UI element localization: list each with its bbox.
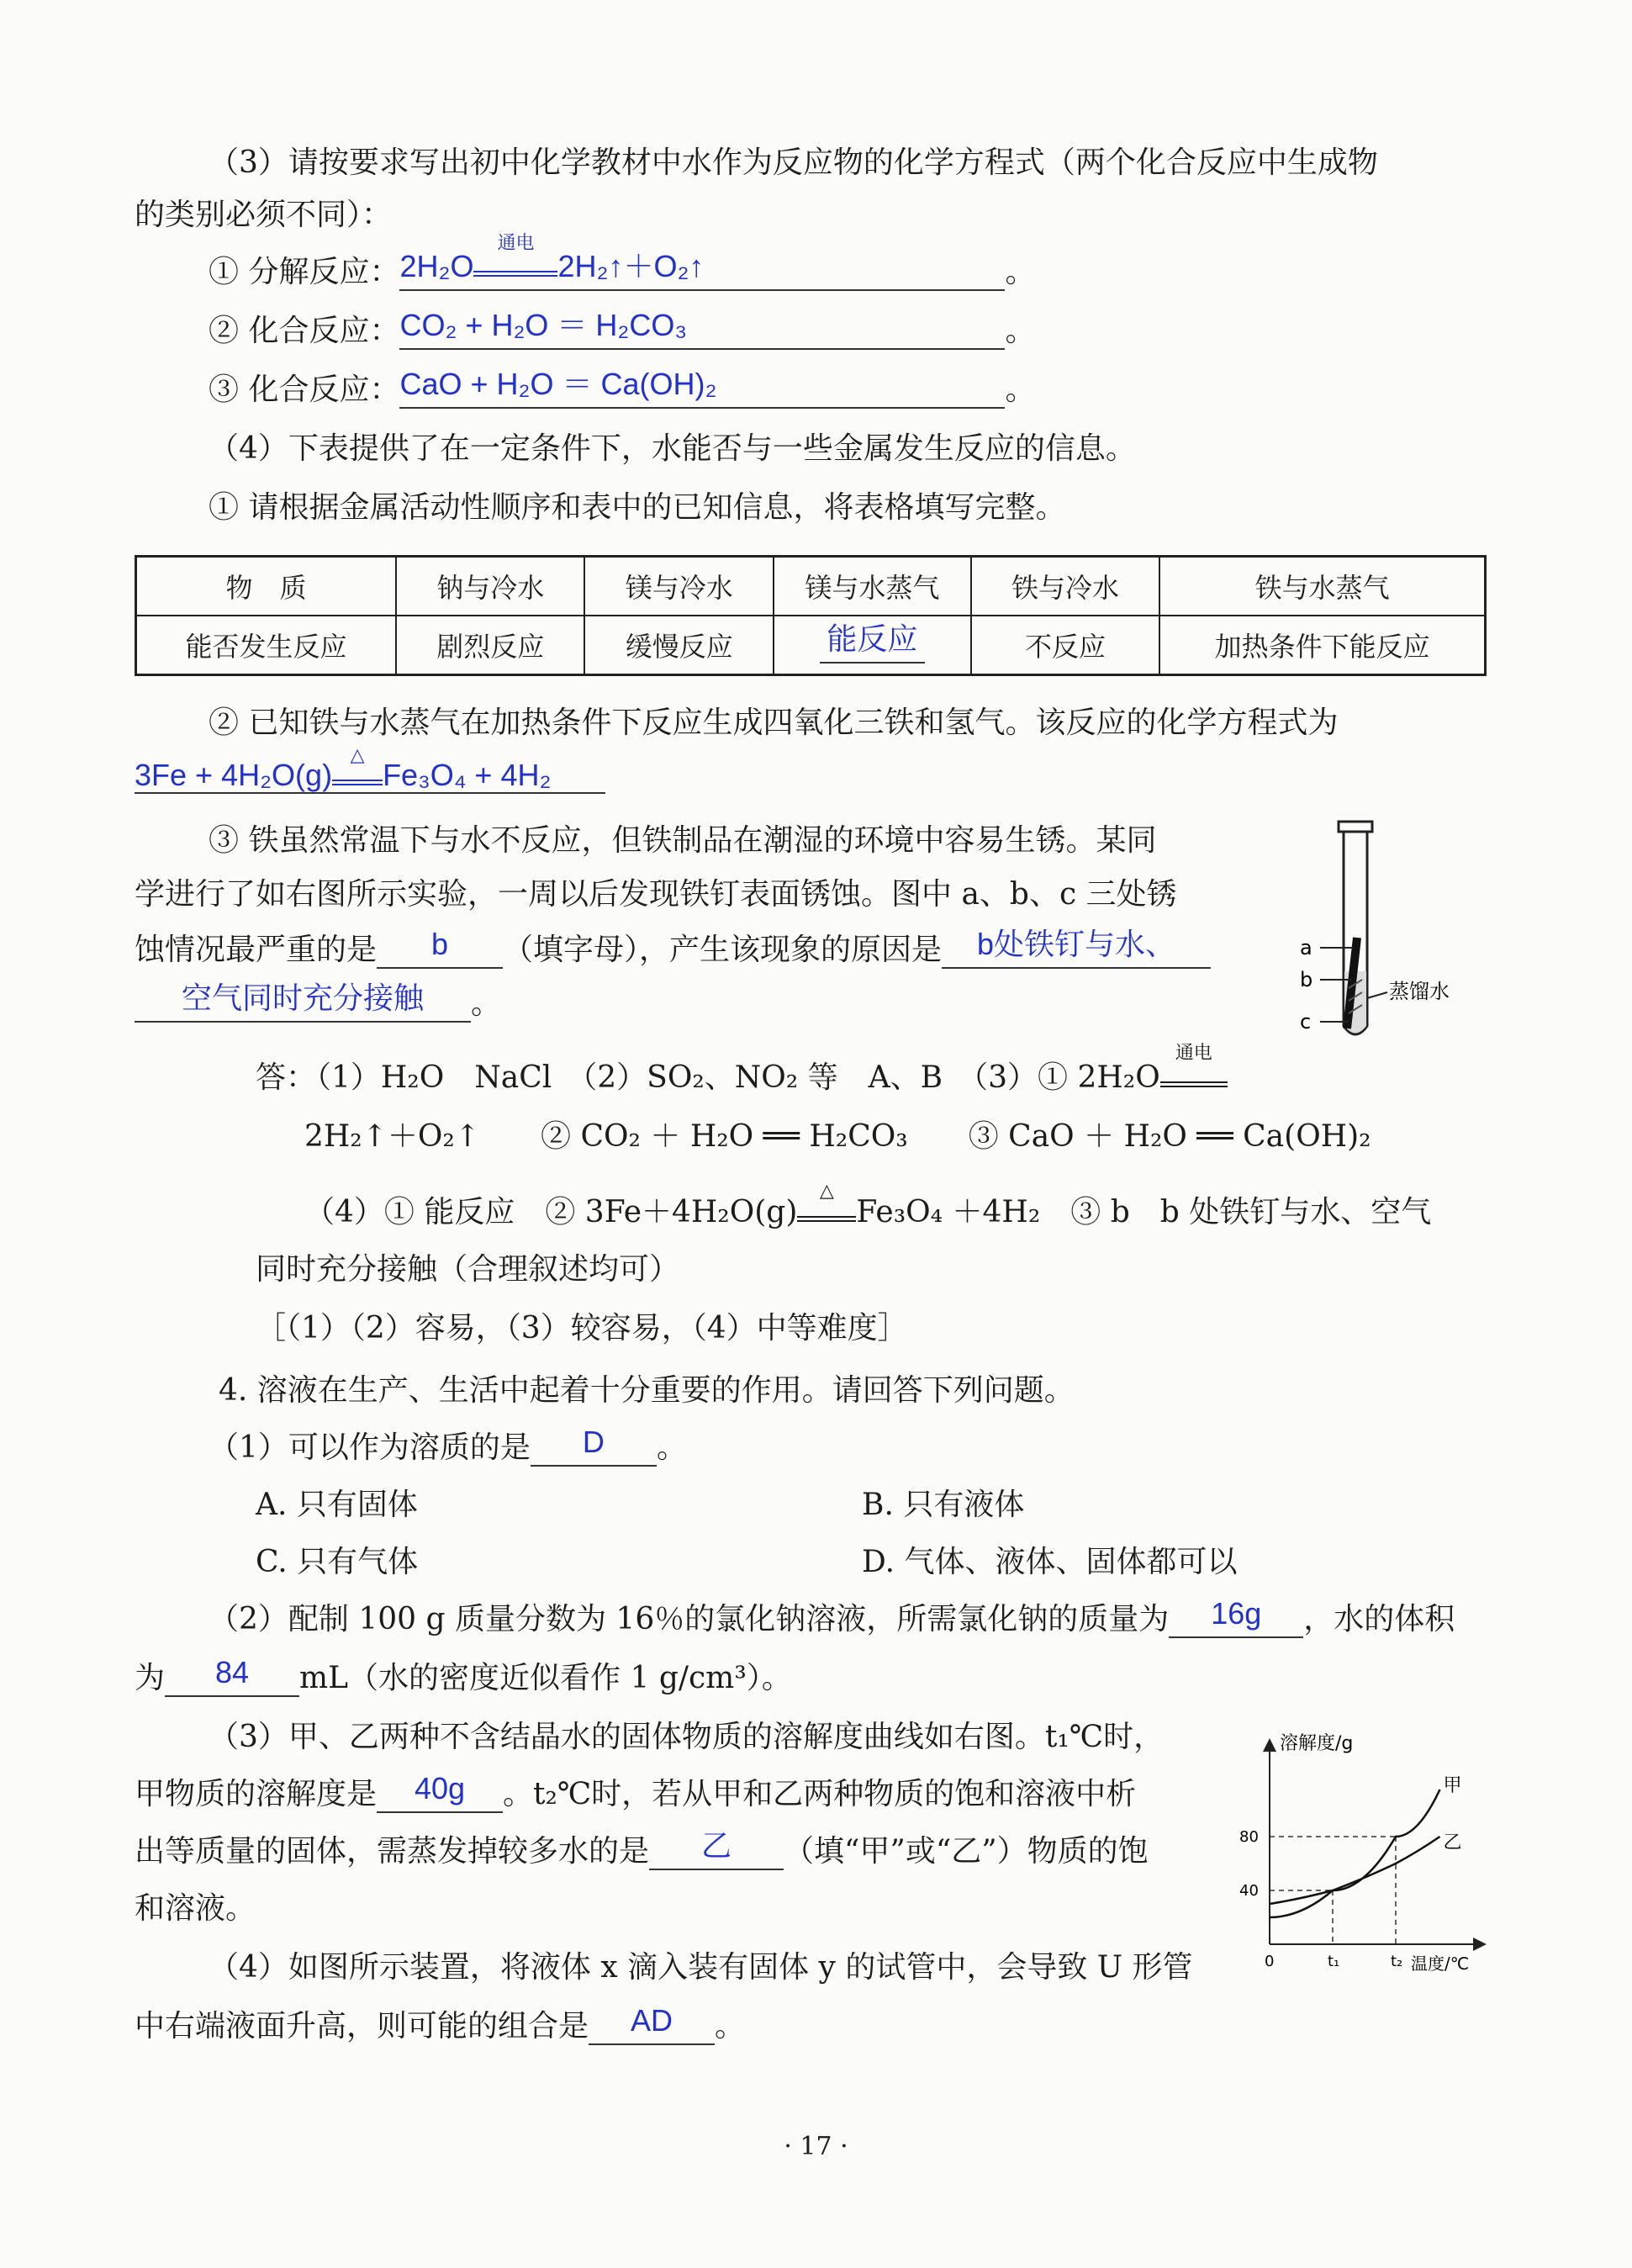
answer-blank-b: b xyxy=(377,933,503,969)
tube-rim xyxy=(1339,822,1372,832)
answer-underline xyxy=(135,792,605,794)
answer-blank-nacl: 16g xyxy=(1169,1602,1303,1638)
answer-line-4: 同时充分接触（合理叙述均可） xyxy=(256,1252,680,1287)
q4-intro: （4）下表提供了在一定条件下，水能否与一些金属发生反应的信息。 xyxy=(209,431,1136,466)
option-b: B. 只有液体 xyxy=(862,1488,1025,1522)
option-a: A. 只有固体 xyxy=(256,1488,418,1522)
test-tube-diagram xyxy=(1286,820,1488,1047)
q3-reaction-2: ② 化合反应：CO₂ + H₂O ＝ H₂CO₃ 。 xyxy=(209,308,1036,348)
table-cell: 铁与冷水 xyxy=(971,557,1160,616)
q4-part2-line1: （2）配制 100 g 质量分数为 16％的氯化钠溶液，所需氯化钠的质量为 16g ，水的体积 xyxy=(209,1596,1455,1636)
table-cell: 镁与冷水 xyxy=(584,557,774,616)
difficulty-note: ［（1）（2）容易，（3）较容易，（4）中等难度］ xyxy=(256,1311,908,1345)
answer-blank-solubility: 40g xyxy=(377,1777,503,1813)
table-cell: 镁与水蒸气 xyxy=(774,557,971,616)
q4-sub2-answer: 3Fe + 4H₂O(g) △ Fe₃O₄ + 4H₂ xyxy=(135,744,552,792)
table-cell: 物 质 xyxy=(136,557,396,616)
y-axis-label: 溶解度/g xyxy=(1280,1733,1354,1754)
answer-blank-reason-2: 空气同时充分接触 xyxy=(135,986,471,1023)
q4-part1: （1）可以作为溶质的是 D 。 xyxy=(209,1425,687,1465)
q3-answer-2: CO₂ + H₂O ＝ H₂CO₃ xyxy=(399,314,1005,350)
answer-line-3: （4）① 能反应 ② 3Fe＋4H₂O(g) △ Fe₃O₄ ＋4H₂ ③ b b 处铁钉与水、空气 xyxy=(304,1181,1432,1229)
q4-part3-line1: （3）甲、乙两种不含结晶水的固体物质的溶解度曲线如右图。t₁℃时， xyxy=(209,1720,1165,1754)
q3-reaction-3: ③ 化合反应：CaO + H₂O ＝ Ca(OH)₂ 。 xyxy=(209,367,1036,407)
option-d: D. 气体、液体、固体都可以 xyxy=(862,1545,1238,1579)
table-cell-answer: 能反应 xyxy=(774,616,971,675)
table-cell: 缓慢反应 xyxy=(584,616,774,675)
x-tick-label: 0 xyxy=(1265,1953,1275,1970)
table-cell: 铁与水蒸气 xyxy=(1159,557,1485,616)
q4-part3-line4: 和溶液。 xyxy=(135,1891,256,1926)
curve-乙 xyxy=(1270,1837,1440,1904)
q4-title: 4. 溶液在生产、生活中起着十分重要的作用。请回答下列问题。 xyxy=(219,1373,1075,1408)
answer-blank-p1: D xyxy=(531,1430,657,1467)
q4-sub3-line3: 蚀情况最严重的是 b （填字母），产生该现象的原因是 b处铁钉与水、 xyxy=(135,930,1211,970)
x-tick-label: t₂ xyxy=(1391,1953,1403,1970)
q3-answer-3: CaO + H₂O ＝ Ca(OH)₂ xyxy=(399,373,1005,409)
solubility-chart xyxy=(1236,1724,1488,1976)
x-axis-label: 温度/℃ xyxy=(1411,1953,1470,1974)
q4-part2-line2: 为 84 mL（水的密度近似看作 1 g/cm³）。 xyxy=(135,1655,792,1695)
q4-part4-line1: （4）如图所示装置，将液体 x 滴入装有固体 y 的试管中，会导致 U 形管 xyxy=(209,1950,1193,1985)
q4-sub2: ② 已知铁与水蒸气在加热条件下反应生成四氧化三铁和氢气。该反应的化学方程式为 xyxy=(209,706,1339,740)
answer-blank-water: 84 xyxy=(165,1661,299,1697)
table-header-row xyxy=(136,557,1486,616)
label-b: b xyxy=(1300,968,1313,991)
q4-part4-line2: 中右端液面升高，则可能的组合是 AD 。 xyxy=(135,2003,746,2043)
label-c: c xyxy=(1300,1010,1312,1034)
q4-sub3-line4: 空气同时充分接触 。 xyxy=(135,984,501,1024)
answer-blank-combo: AD xyxy=(589,2009,715,2045)
q4-sub1: ① 请根据金属活动性顺序和表中的已知信息，将表格填写完整。 xyxy=(209,490,1066,525)
q3-answer-1: 2H₂O 通电 2H₂↑＋O₂↑ xyxy=(399,255,1005,291)
q3-intro-2: 的类别必须不同）： xyxy=(135,198,393,232)
answer-line-1: 答：（1）H₂O NaCl （2）SO₂、NO₂ 等 A、B （3）① 2H₂O 通电 xyxy=(256,1058,1228,1098)
answer-blank-substance: 乙 xyxy=(649,1834,784,1870)
table-cell: 不反应 xyxy=(971,616,1160,675)
page-number: · 17 · xyxy=(784,2132,848,2161)
label-water: 蒸馏水 xyxy=(1389,980,1450,1003)
q4-part3-line3: 出等质量的固体，需蒸发掉较多水的是 乙 （填“甲”或“乙”）物质的饱 xyxy=(135,1828,1149,1869)
y-tick-label: 80 xyxy=(1239,1828,1259,1846)
table-cell: 剧烈反应 xyxy=(396,616,585,675)
q3-intro: （3）请按要求写出初中化学教材中水作为反应物的化学方程式（两个化合反应中生成物 xyxy=(209,145,1378,180)
answer-blank-reason: b处铁钉与水、 xyxy=(942,933,1211,969)
q4-sub3-line2: 学进行了如右图所示实验，一周以后发现铁钉表面锈蚀。图中 a、b、c 三处锈 xyxy=(135,877,1177,912)
series-label: 甲 xyxy=(1443,1775,1462,1796)
option-c: C. 只有气体 xyxy=(256,1545,419,1579)
metal-water-table xyxy=(135,555,1487,676)
answer-line-2: 2H₂↑＋O₂↑ ② CO₂ ＋ H₂O ══ H₂CO₃ ③ CaO ＋ H₂O ══ Ca(OH)₂ xyxy=(304,1119,1371,1154)
q4-part3-line2: 甲物质的溶解度是 40g 。t₂℃时，若从甲和乙两种物质的饱和溶液中析 xyxy=(135,1771,1137,1811)
table-row xyxy=(136,616,1486,675)
label-a: a xyxy=(1300,936,1312,960)
q4-sub3-line1: ③ 铁虽然常温下与水不反应，但铁制品在潮湿的环境中容易生锈。某同 xyxy=(209,823,1157,858)
table-cell: 钠与冷水 xyxy=(396,557,585,616)
y-tick-label: 40 xyxy=(1239,1882,1259,1900)
series-label: 乙 xyxy=(1443,1832,1462,1853)
x-tick-label: t₁ xyxy=(1328,1953,1340,1970)
q3-reaction-1: ① 分解反应：2H₂O 通电 2H₂↑＋O₂↑ 。 xyxy=(209,232,1036,289)
table-cell: 加热条件下能反应 xyxy=(1159,616,1485,675)
table-cell: 能否发生反应 xyxy=(136,616,396,675)
